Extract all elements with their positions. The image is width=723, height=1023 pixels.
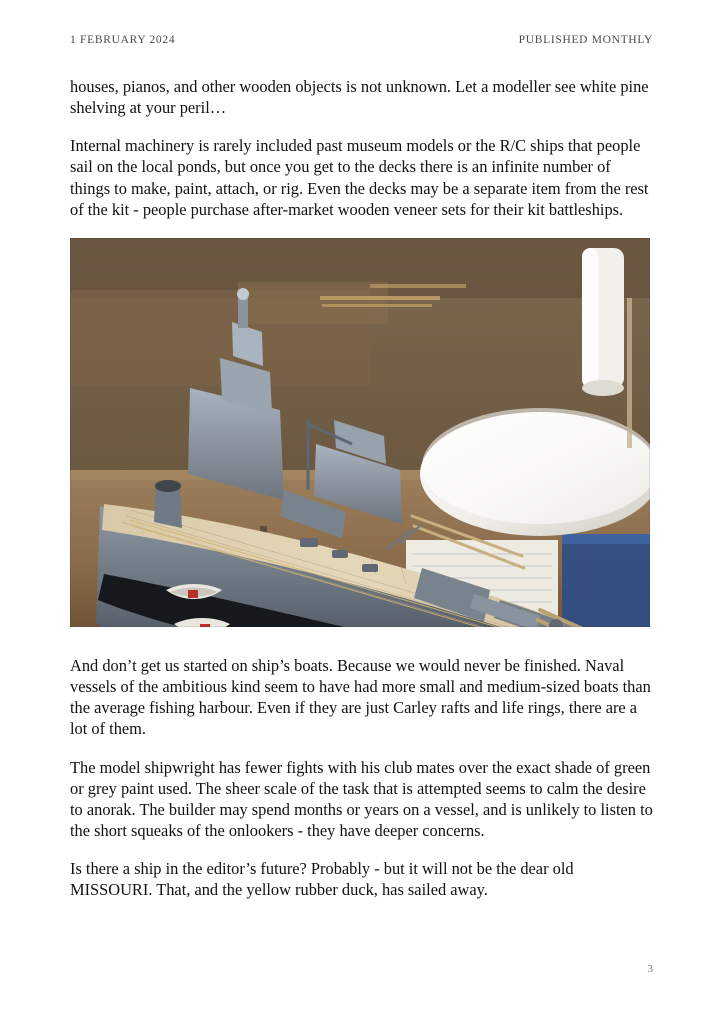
paragraph-1: houses, pianos, and other wooden objects is not unknown. Let a modeller see white pine shelving at your peril… — [70, 77, 649, 118]
running-head-date: 1 FEBRUARY 2024 — [70, 34, 176, 46]
page-number: 3 — [647, 963, 653, 975]
paragraph-4: The model shipwright has fewer fights with his club mates over the exact shade of green or grey paint used. The sheer scale of the task that is attempted seems to calm the desire to anorak. The builder may spend months or years on a vessel, and is unlikely to listen to the short squeaks of the onlookers - they have deeper concerns. — [70, 757, 653, 841]
paragraph-5: Is there a ship in the editor’s future? Probably - but it will not be the dear old MISSOURI. That, and the yellow rubber duck, has sailed away. — [70, 859, 574, 900]
running-head — [70, 34, 653, 46]
paragraph-3: And don’t get us started on ship’s boats. Because we would never be finished. Naval vessels of the ambitious kind seem to have had more small and medium-sized boats than the average fishing harbour. Even if they are just Carley rafts and life rings, there are a lot of them. — [70, 655, 651, 739]
running-head-publication: PUBLISHED MONTHLY — [518, 34, 653, 46]
paragraph-2: Internal machinery is rarely included past museum models or the R/C ships that people sail on the local ponds, but once you get to the decks there is an infinite number of things to make, paint, attach, or rig. Even the decks may be a separate item from the rest of the kit - people purchase after-market wooden veneer sets for their kit battleships. — [70, 136, 649, 219]
ship-model-photograph — [70, 238, 650, 627]
photo-illustration — [70, 238, 650, 627]
